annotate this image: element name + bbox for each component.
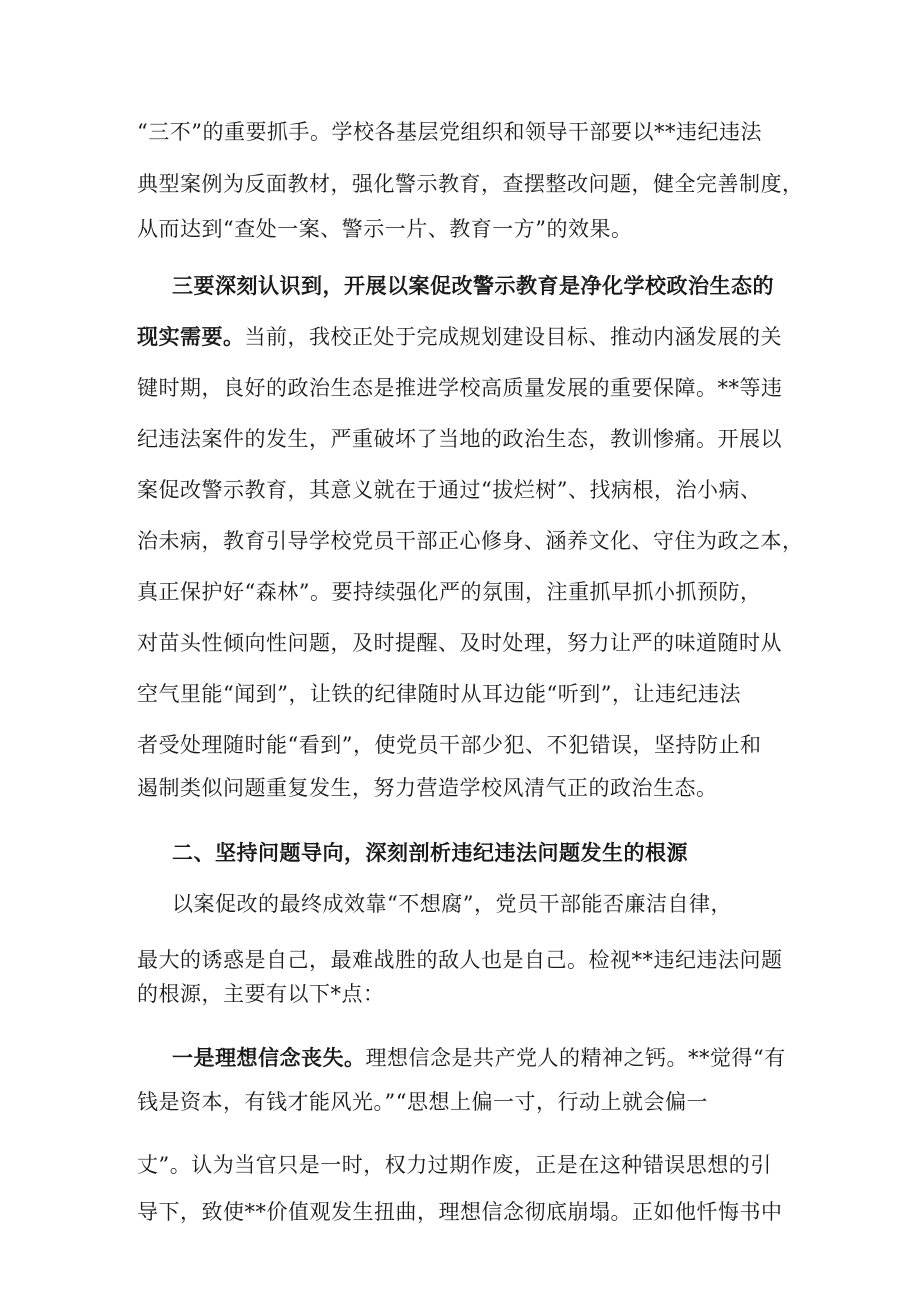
text-line: 最大的诱惑是自己，最难战胜的敌人也是自己。检视**违纪违法问题	[137, 948, 783, 972]
text-line: 键时期，良好的政治生态是推进学校高质量发展的重要保障。**等违	[137, 376, 783, 400]
text-line: 以案促改的最终成效靠“不想腐”，党员干部能否廉洁自律，	[172, 892, 732, 916]
text-line: 丈”。认为当官只是一时，权力过期作废，正是在这种错误思想的引	[137, 1153, 772, 1177]
text-line: 者受处理随时能“看到”，使党员干部少犯、不犯错误，坚持防止和	[137, 733, 762, 757]
text-line: 的根源，主要有以下*点：	[137, 982, 385, 1006]
text-line: 案促改警示教育，其意义就在于通过“拔烂树”、找病根，治小病、	[137, 478, 762, 502]
text-line: 现实需要。当前，我校正处于完成规划建设目标、推动内涵发展的关	[137, 324, 782, 349]
text-line: “三不”的重要抓手。学校各基层党组织和领导干部要以**违纪违法	[137, 120, 762, 144]
text-line: 从而达到“查处一案、警示一片、教育一方”的效果。	[137, 217, 633, 241]
text-line: 遏制类似问题重复发生，努力营造学校风清气正的政治生态。	[137, 776, 718, 800]
text-line: 钱是资本，有钱才能风光。”“思想上偏一寸，行动上就会偏一	[137, 1090, 708, 1114]
text-line: 一是理想信念丧失。理想信念是共产党人的精神之钙。**觉得“有	[172, 1045, 786, 1070]
text-line: 纪违法案件的发生，严重破坏了当地的政治生态，教训惨痛。开展以	[137, 427, 782, 451]
text-line: 典型案例为反面教材，强化警示教育，查摆整改问题，健全完善制度，	[137, 172, 804, 196]
text-line: 空气里能“闻到”，让铁的纪律随时从耳边能“听到”，让违纪违法	[137, 682, 741, 706]
text-line: 真正保护好“森林”。要持续强化严的氛围，注重抓早抓小抓预防，	[137, 580, 762, 604]
text-line: 导下，致使**价值观发生扭曲，理想信念彻底崩塌。正如他忏悔书中	[137, 1200, 783, 1224]
section-heading: 三要深刻认识到，开展以案促改警示教育是净化学校政治生态的	[172, 273, 774, 298]
text-line: 治未病，教育引导学校党员干部正心修身、涵养文化、守住为政之本，	[137, 529, 804, 553]
chapter-heading: 二、坚持问题导向，深刻剖析违纪违法问题发生的根源	[172, 840, 688, 865]
text-line: 对苗头性倾向性问题，及时提醒、及时处理，努力让严的味道随时从	[137, 631, 782, 655]
